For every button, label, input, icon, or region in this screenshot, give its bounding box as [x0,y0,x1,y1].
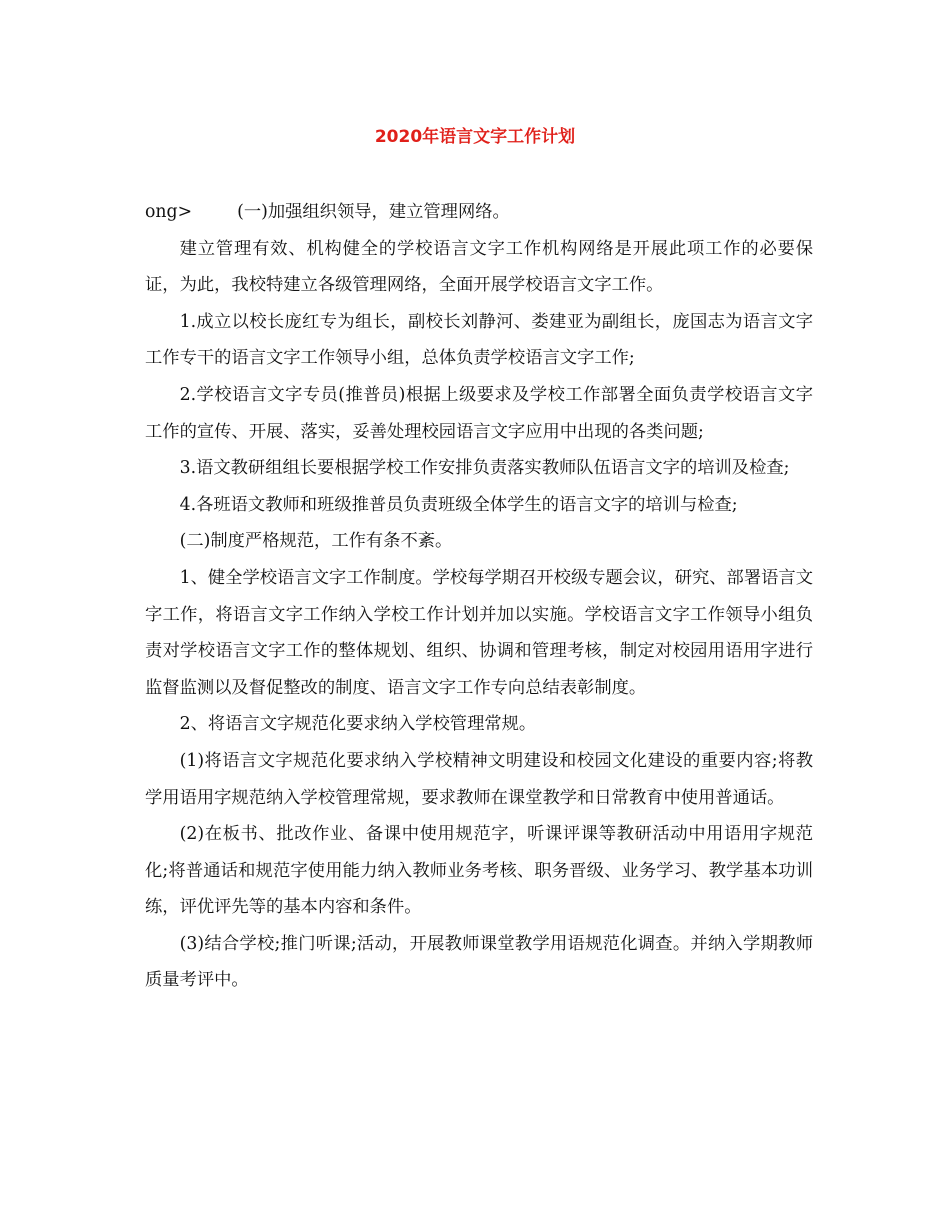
section-heading-1 [145,194,813,231]
stray-prefix-text: ong> [145,202,193,222]
paragraph: (3)结合学校;推门听课;活动，开展教师课堂教学用语规范化调查。并纳入学期教师质量考评中。 [145,933,813,991]
paragraph: 1.成立以校长庞红专为组长，副校长刘静河、娄建亚为副组长，庞国志为语言文字工作专干的语言文字工作领导小组，总体负责学校语言文字工作; [145,311,813,369]
paragraph: 建立管理有效、机构健全的学校语言文字工作机构网络是开展此项工作的必要保证，为此，我校特建立各级管理网络，全面开展学校语言文字工作。 [145,238,813,296]
document-body [145,194,813,999]
paragraph: 3.语文教研组组长要根据学校工作安排负责落实教师队伍语言文字的培训及检查; [179,458,790,479]
paragraph: 2、将语言文字规范化要求纳入学校管理常规。 [179,714,537,735]
paragraph: (2)在板书、批改作业、备课中使用规范字，听课评课等教研活动中用语用字规范化;将普通话和规范字使用能力纳入教师业务考核、职务晋级、业务学习、教学基本功训练，评优评先等的基本内容和条件。 [145,824,813,918]
document-title: 2020年语言文字工作计划 [374,127,576,147]
paragraph: 2.学校语言文字专员(推普员)根据上级要求及学校工作部署全面负责学校语言文字工作的宣传、开展、落实，妥善处理校园语言文字应用中出现的各类问题; [145,384,813,442]
paragraph: 1、健全学校语言文字工作制度。学校每学期召开校级专题会议，研究、部署语言文字工作，将语言文字工作纳入学校工作计划并加以实施。学校语言文字工作领导小组负责对学校语言文字工作的整体规划、组织、协调和管理考核，制定对校园用语用字进行监督监测以及督促整改的制度、语言文字工作专向总结表彰制度。 [145,567,813,698]
paragraph: 4.各班语文教师和班级推普员负责班级全体学生的语言文字的培训与检查; [179,494,738,515]
paragraph: (1)将语言文字规范化要求纳入学校精神文明建设和校园文化建设的重要内容;将教学用语用字规范纳入学校管理常规，要求教师在课堂教学和日常教育中使用普通话。 [145,750,813,808]
section-heading-2: (二)制度严格规范，工作有条不紊。 [179,531,453,552]
section-heading-1-text: (一)加强组织领导，建立管理网络。 [237,202,510,222]
